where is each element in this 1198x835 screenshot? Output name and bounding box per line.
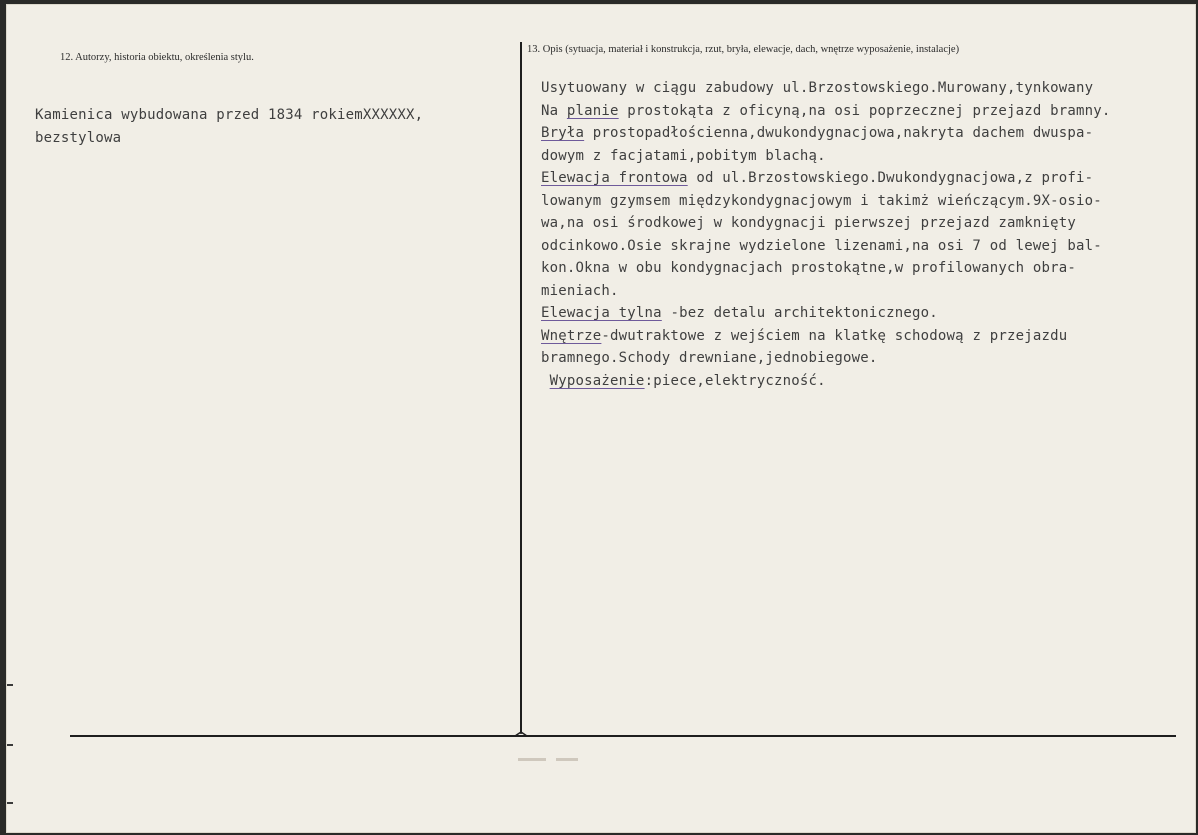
underlined-term: Elewacja frontowa [541,170,688,186]
line-text: prostopadłościenna,dwukondygnacjowa,nakryta dachem dwuspa- [584,125,1094,141]
field-13-line [541,122,1111,145]
line-text: bramnego.Schody drewniane,jednobiegowe. [541,350,878,366]
column-divider [520,42,522,732]
field-13-text [541,77,1111,392]
field-13-line [541,347,1111,370]
field-13-line [541,77,1111,100]
field-12-line: bezstylowa [35,129,122,146]
field-13-line [541,167,1111,190]
field-13-line [541,257,1111,280]
field-13-line [541,302,1111,325]
line-text: kon.Okna w obu kondygnacjach prostokątne,w profilowanych obra- [541,260,1076,276]
line-text: :piece,elektryczność. [644,372,826,389]
underlined-term: Elewacja tylna [541,305,662,321]
field-13-line [541,370,1111,393]
field-13-line [541,145,1111,168]
line-text: -dwutraktowe z wejściem na klatkę schodową z przejazdu [601,327,1068,344]
line-text: wa,na osi środkowej w kondygnacji pierwszej przejazd zamknięty [541,215,1076,231]
field-13-line [541,280,1111,303]
line-text: prostokąta z oficyną,na osi poprzecznej przejazd bramny. [618,102,1111,119]
underlined-term: Wyposażenie [549,372,645,389]
line-text: mieniach. [541,282,619,299]
faint-mark [518,758,546,761]
field-13-line [541,100,1111,123]
underlined-term: Wnętrze [541,327,602,344]
field-13-heading: 13. Opis (sytuacja, materiał i konstrukcja, rzut, bryła, elewacje, dach, wnętrze wyposażenie, instalacje) [527,44,960,55]
field-12-heading: 12. Autorzy, historia obiektu, określenia stylu. [60,52,254,63]
field-13-line [541,235,1111,258]
line-text: odcinkowo.Osie skrajne wydzielone lizenami,na osi 7 od lewej bal- [541,237,1102,254]
bottom-rule [70,735,1176,737]
edge-tick [7,744,13,746]
line-text: Usytuowany w ciągu zabudowy ul.Brzostowskiego.Murowany,tynkowany [541,80,1094,96]
line-text: Na [541,102,567,119]
field-12-text [35,104,423,149]
field-13-line [541,325,1111,348]
line-text: lowanym gzymsem międzykondygnacjowym i takimż wieńczącym.9X-osio- [541,192,1102,209]
field-13-line [541,212,1111,235]
field-13-line [541,190,1111,213]
edge-tick [7,684,13,686]
divider-foot-icon [513,718,529,738]
line-text: dowym z facjatami,pobitym blachą. [541,147,826,164]
line-text: od ul.Brzostowskiego.Dwukondygnacjowa,z profi- [687,170,1094,186]
line-text [541,373,550,389]
edge-tick [7,802,13,804]
underlined-term: planie [566,102,619,119]
line-text: -bez detalu architektonicznego. [661,305,938,321]
faint-mark [556,758,578,761]
field-12-line: Kamienica wybudowana przed 1834 rokiemXXXXXX, [35,107,424,123]
underlined-term: Bryła [541,125,585,141]
